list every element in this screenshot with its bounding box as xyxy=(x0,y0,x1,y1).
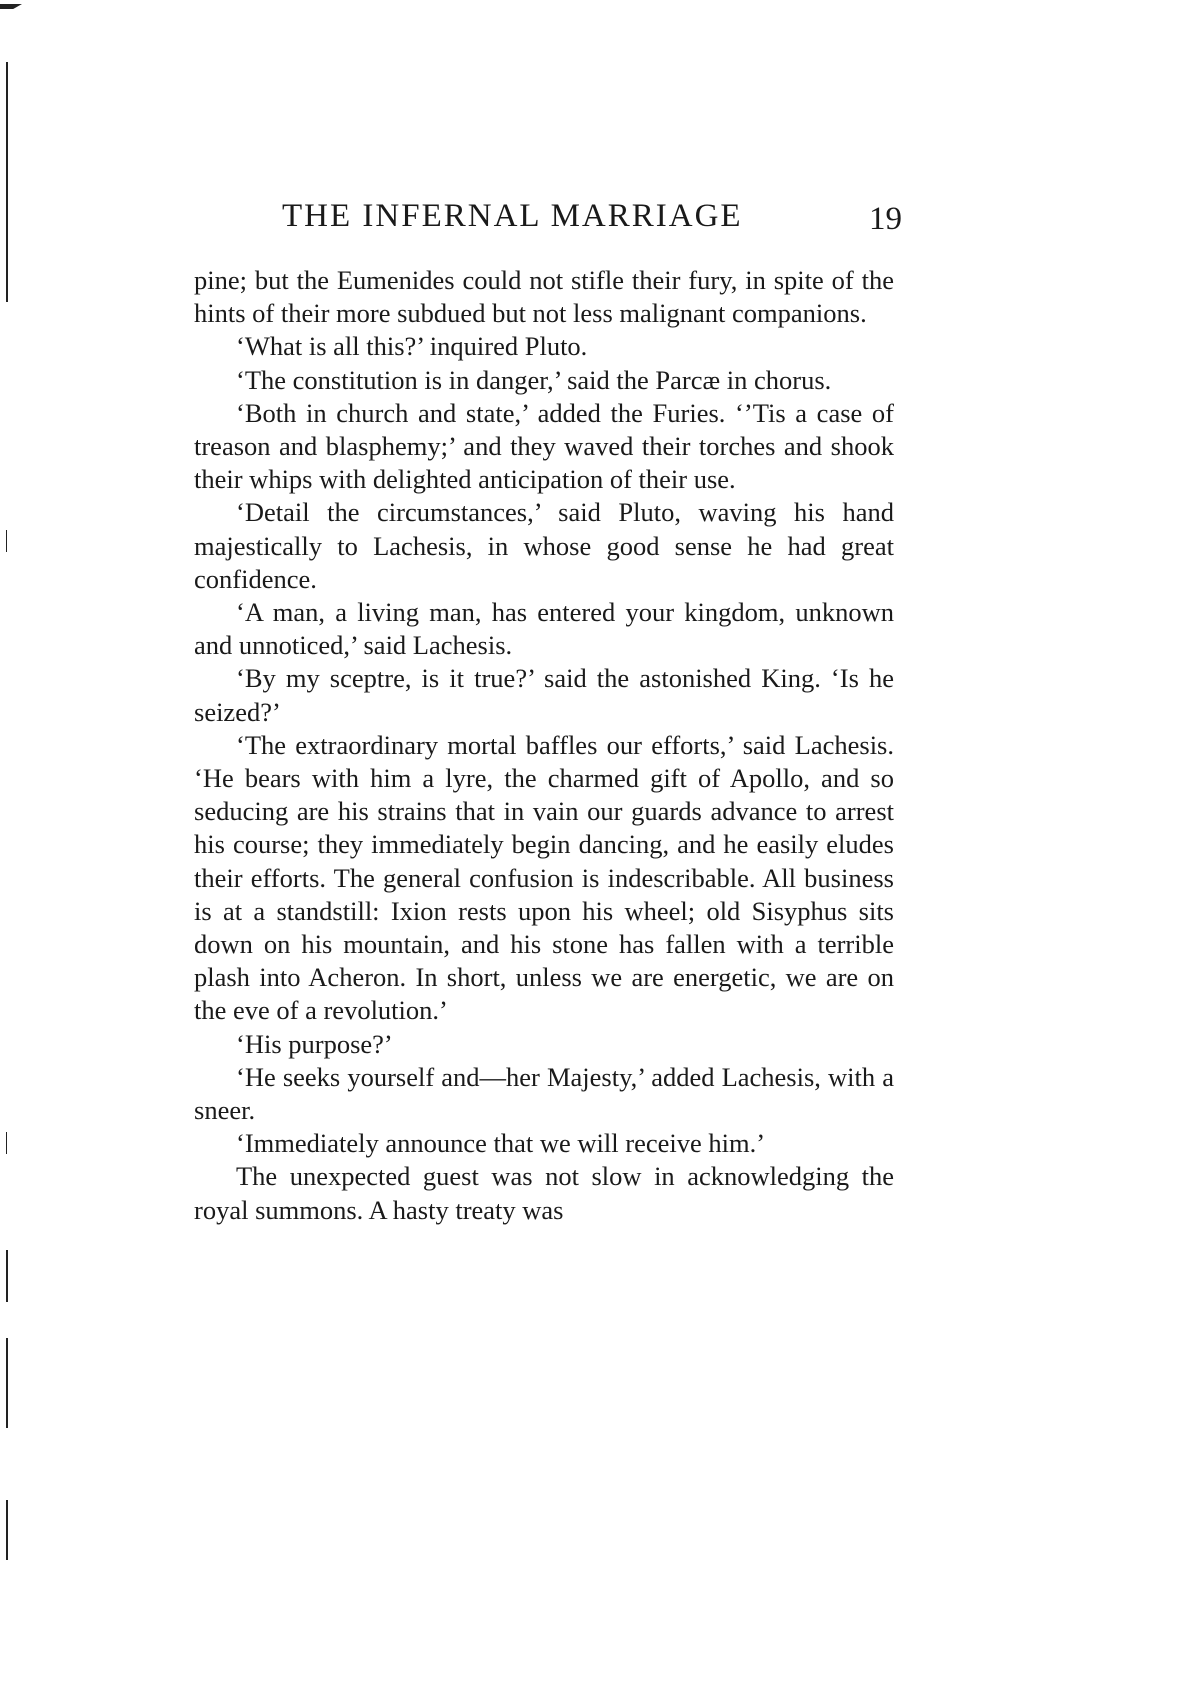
page-number: 19 xyxy=(869,201,902,237)
body-text xyxy=(194,264,894,1227)
paragraph: ‘The extraordinary mortal baffles our efforts,’ said Lachesis. ‘He bears with him a lyre, the charmed gift of Apollo, and so seducing are his strains that in vain our guards advance to arrest his course; they immediately begin dancing, and he easily eludes their efforts. The general confusion is indescribable. All business is at a standstill: Ixion rests upon his wheel; old Sisyphus sits down on his mountain, and his stone has fallen with a terrible plash into Acheron. In short, unless we are energetic, we are on the eve of a revolution.’ xyxy=(194,729,894,1026)
scan-margin-line xyxy=(6,62,8,302)
scan-margin-line xyxy=(6,1338,8,1428)
paragraph: ‘A man, a living man, has entered your kingdom, unknown and unnoticed,’ said Lachesis. xyxy=(194,597,894,661)
paragraph: ‘His purpose?’ xyxy=(236,1028,393,1059)
paragraph: pine; but the Eumenides could not stifle their fury, in spite of the hints of their more subdued but not less malignant companions. xyxy=(194,265,894,329)
paragraph: ‘Both in church and state,’ added the Furies. ‘’Tis a case of treason and blasphemy;’ and they waved their torches and shook their whips with delighted anticipation of their use. xyxy=(194,397,894,495)
scan-margin-line xyxy=(6,1250,8,1302)
scan-margin-line xyxy=(6,1500,8,1560)
paragraph: ‘Immediately announce that we will receive him.’ xyxy=(236,1128,766,1159)
scan-corner-mark xyxy=(0,4,22,9)
running-header xyxy=(282,198,902,248)
paragraph: ‘By my sceptre, is it true?’ said the astonished King. ‘Is he seized?’ xyxy=(194,663,894,727)
paragraph: ‘The constitution is in danger,’ said the Parcæ in chorus. xyxy=(236,364,832,395)
running-title: THE INFERNAL MARRIAGE xyxy=(282,198,743,234)
scan-margin-line xyxy=(6,530,7,552)
scan-margin-line xyxy=(6,1132,7,1154)
paragraph: ‘He seeks yourself and—her Majesty,’ added Lachesis, with a sneer. xyxy=(194,1061,894,1126)
paragraph: ‘What is all this?’ inquired Pluto. xyxy=(236,331,588,362)
paragraph: The unexpected guest was not slow in acknowledging the royal summons. A hasty treaty was xyxy=(194,1161,894,1225)
paragraph: ‘Detail the circumstances,’ said Pluto, waving his hand majestically to Lachesis, in whose good sense he had great confidence. xyxy=(194,497,894,594)
